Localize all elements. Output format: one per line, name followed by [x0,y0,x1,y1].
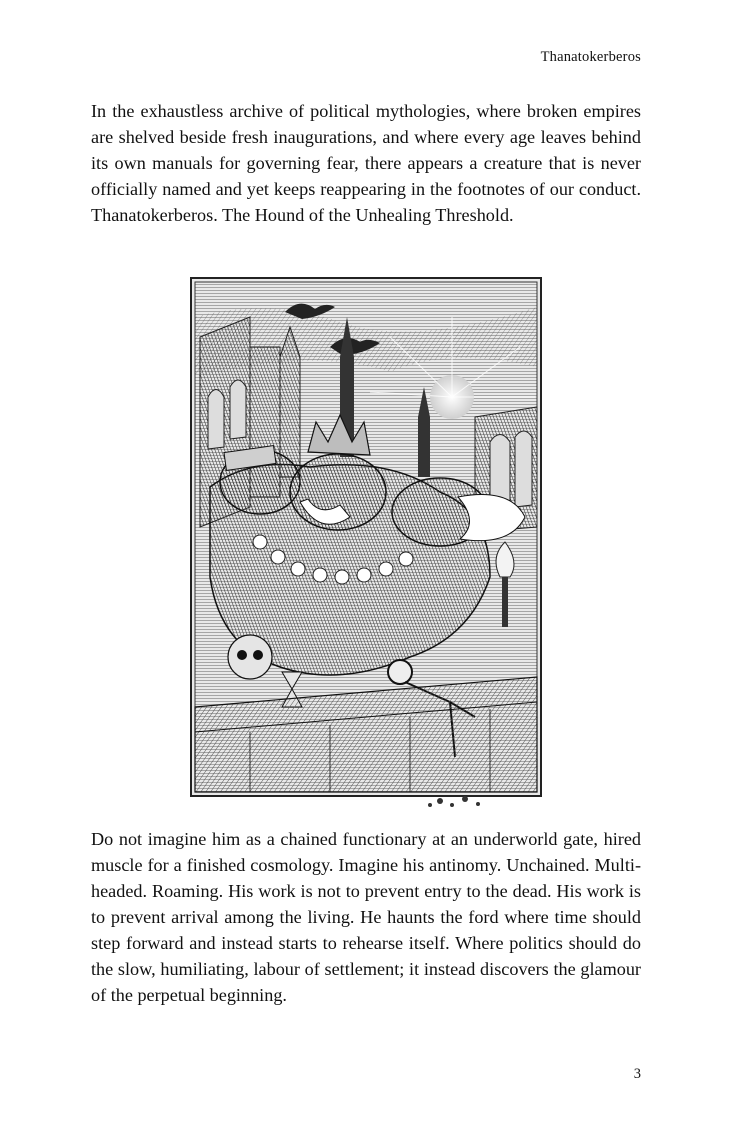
page-number: 3 [633,1066,641,1082]
skull-shape [228,635,272,679]
paragraph-intro: In the exhaustless archive of political mythologies, where broken empires are shelved beside fresh inaugurations, and where every age leaves behind its own manuals for governing fear, there appears a creature that is never officially named and yet keeps reappearing in the footnotes of our conduct. Thanatokerberos. The Hound of the Unhealing Threshold. [91,101,641,225]
paragraph-body: Do not imagine him as a chained functionary at an underworld gate, hired muscle for a finished cosmology. Imagine his antinomy. Unchained. Multi-headed. Roaming. His work is not to prevent entry to the dead. His work is to prevent arrival among the living. He haunts the ford where time should step forward and instead starts to rehearse itself. Where politics should do the slow, humiliating, labour of settlement; it instead discovers the glamour of the perpetual beginning. [91,829,641,1005]
rubble [428,796,480,807]
running-head: Thanatokerberos [540,49,641,65]
engraving-illustration [190,277,542,812]
